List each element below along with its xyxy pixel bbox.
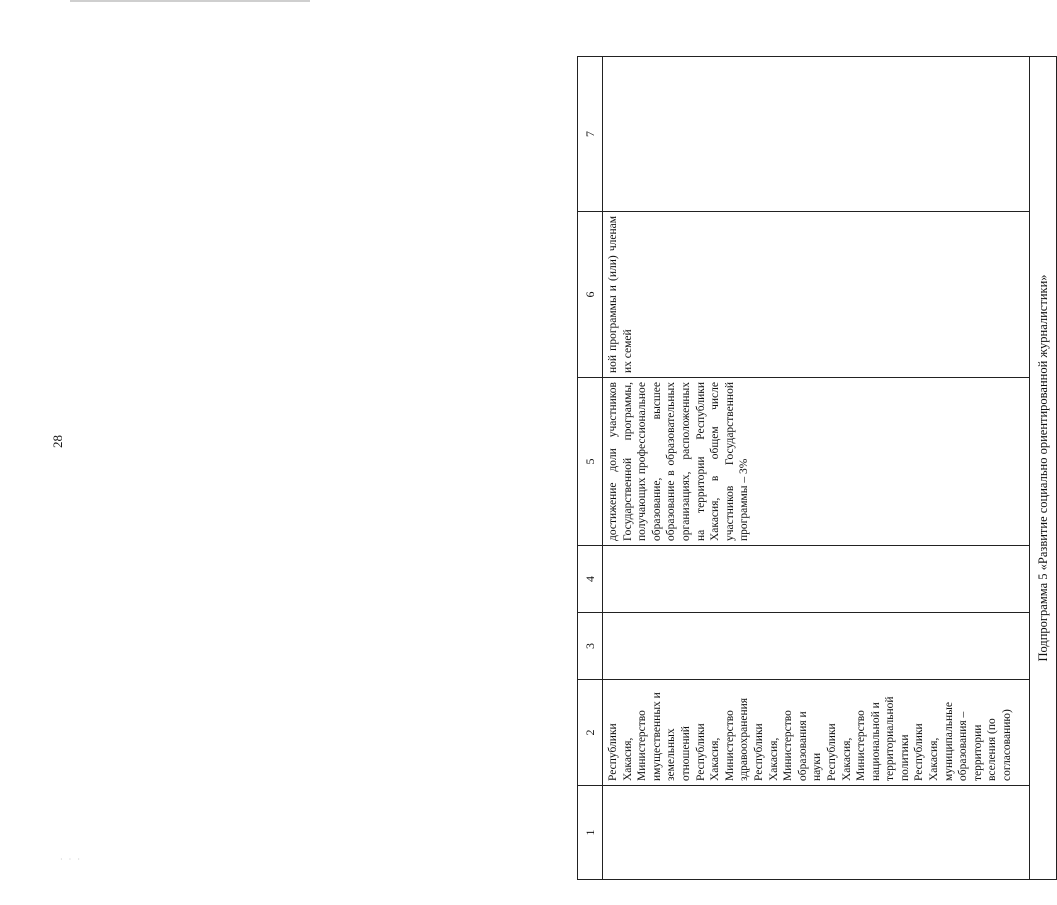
cell-col7 [603, 57, 1030, 212]
cell-col1 [603, 786, 1030, 880]
column-number-2: 2 [578, 680, 603, 786]
column-number-7: 7 [578, 57, 603, 212]
program-table [577, 56, 1057, 880]
cell-expected-result: достижение доли участников Государственной программы, получающих профессиональное образование, высшее образование в образовательных организациях, расположенных на территории Республики Хакасия, в общем числе участников Государственной программы – 3% [603, 378, 1030, 546]
cell-col3 [603, 613, 1030, 680]
column-number-1: 1 [578, 786, 603, 880]
column-number-row [578, 57, 603, 880]
column-number-4: 4 [578, 546, 603, 613]
scan-artifact [70, 0, 310, 2]
subprogram-heading: Подпрограмма 5 «Развитие социально ориентированной журналистики» [1030, 57, 1057, 880]
subprogram-heading-row [1030, 57, 1057, 880]
table-row [603, 57, 1030, 880]
page-number: 28 [50, 435, 65, 448]
column-number-6: 6 [578, 212, 603, 378]
column-number-3: 3 [578, 613, 603, 680]
cell-responsible-executors: Республики Хакасия, Министерство имущественных и земельных отношений Республики Хакасия, Министерство здравоохранения Республики Хакасия, Министерство образования и науки Республики Хакасия, Министерство национальной и территориальной политики Республики Хакасия, муниципальные образования – территории вселения (по согласованию) [603, 680, 1030, 786]
cell-col4 [603, 546, 1030, 613]
cell-col6: ной программы и (или) членам их семей [603, 212, 1030, 378]
rotated-table-container [577, 57, 1057, 880]
scan-noise: · · · [60, 855, 82, 864]
column-number-5: 5 [578, 378, 603, 546]
